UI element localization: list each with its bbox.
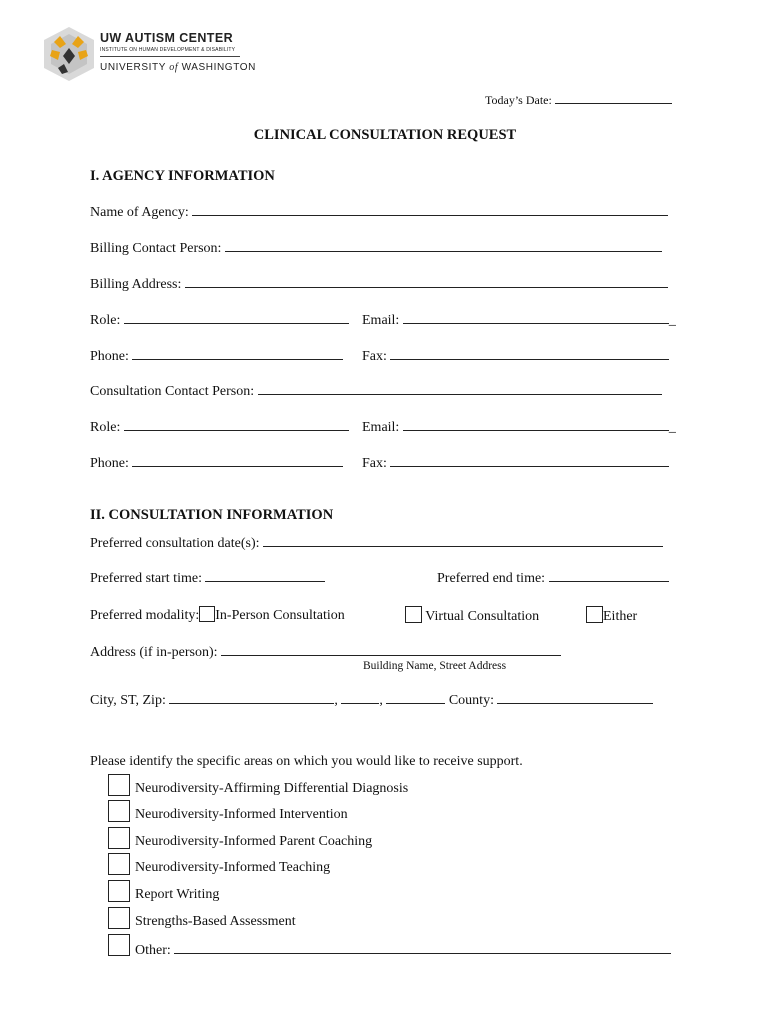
virtual-checkbox[interactable] (405, 606, 422, 623)
support-checkbox-differential-diagnosis[interactable] (108, 774, 130, 796)
end-time-field[interactable] (549, 569, 669, 582)
consult-role-row (90, 418, 349, 436)
support-prompt: Please identify the specific areas on which you would like to receive support. (90, 754, 523, 769)
support-item-differential-diagnosis: Neurodiversity-Affirming Differential Diagnosis (135, 781, 409, 796)
billing-email-tail: _ (668, 313, 676, 328)
city-row (90, 691, 653, 709)
consult-email-field[interactable] (403, 418, 669, 431)
support-other-field[interactable] (174, 941, 671, 954)
logo-divider (100, 56, 240, 57)
consult-fax-label: Fax: (362, 456, 387, 471)
state-field[interactable] (341, 691, 379, 704)
support-checkbox-teaching[interactable] (108, 853, 130, 875)
modality-label: Preferred modality: (90, 608, 200, 623)
todays-date-label: Today’s Date: (485, 93, 552, 107)
support-item-teaching: Neurodiversity-Informed Teaching (135, 860, 331, 875)
support-item-intervention: Neurodiversity-Informed Intervention (135, 807, 348, 822)
consult-dates-label: Preferred consultation date(s): (90, 536, 260, 551)
either-option (586, 606, 637, 625)
zip-field[interactable] (386, 691, 445, 704)
address-label: Address (if in-person): (90, 645, 218, 660)
address-row (90, 643, 561, 661)
consult-role-label: Role: (90, 420, 121, 435)
support-item-report-writing: Report Writing (135, 887, 220, 902)
modality-row (90, 606, 345, 624)
support-item-other: Other: (135, 943, 171, 958)
todays-date-field[interactable] (555, 93, 672, 104)
billing-role-label: Role: (90, 313, 121, 328)
logo-university: UNIVERSITY of WASHINGTON (100, 62, 256, 73)
billing-fax-row (362, 347, 669, 365)
city-label: City, ST, Zip: (90, 693, 166, 708)
address-field[interactable] (221, 643, 561, 656)
consult-email-row (362, 418, 676, 436)
billing-email-label: Email: (362, 313, 400, 328)
agency-name-field[interactable] (192, 203, 668, 216)
start-time-row (90, 569, 325, 587)
section-consultation-heading: II. CONSULTATION INFORMATION (90, 507, 334, 523)
billing-phone-label: Phone: (90, 349, 129, 364)
start-time-label: Preferred start time: (90, 571, 202, 586)
county-field[interactable] (497, 691, 653, 704)
billing-role-row (90, 311, 349, 329)
consult-contact-field[interactable] (258, 382, 662, 395)
support-checkbox-other[interactable] (108, 934, 130, 956)
billing-email-row (362, 311, 676, 329)
support-checkbox-intervention[interactable] (108, 800, 130, 822)
inperson-checkbox[interactable] (199, 606, 215, 622)
city-comma: , (334, 693, 338, 708)
consult-contact-label: Consultation Contact Person: (90, 384, 255, 399)
consult-fax-row (362, 454, 669, 472)
logo-title: UW AUTISM CENTER (100, 31, 234, 45)
state-comma: , (379, 693, 383, 708)
consult-phone-row (90, 454, 343, 472)
billing-address-label: Billing Address: (90, 277, 182, 292)
billing-fax-label: Fax: (362, 349, 387, 364)
either-label: Either (603, 609, 638, 624)
address-hint: Building Name, Street Address (363, 660, 507, 672)
billing-email-field[interactable] (403, 311, 669, 324)
support-checkbox-parent-coaching[interactable] (108, 827, 130, 849)
billing-contact-label: Billing Contact Person: (90, 241, 222, 256)
inperson-label: In-Person Consultation (215, 608, 345, 623)
city-field[interactable] (169, 691, 334, 704)
uw-autism-logo-icon (42, 26, 96, 82)
end-time-row (437, 569, 669, 587)
billing-contact-field[interactable] (225, 239, 662, 252)
consult-phone-label: Phone: (90, 456, 129, 471)
billing-address-row (90, 275, 668, 293)
billing-fax-field[interactable] (390, 347, 669, 360)
billing-role-field[interactable] (124, 311, 349, 324)
virtual-option (405, 606, 539, 625)
logo-subtitle: INSTITUTE ON HUMAN DEVELOPMENT & DISABILITY (100, 47, 236, 53)
start-time-field[interactable] (205, 569, 325, 582)
support-item-strengths-assessment: Strengths-Based Assessment (135, 914, 296, 929)
virtual-label: Virtual Consultation (425, 609, 540, 624)
billing-contact-row (90, 239, 662, 257)
consult-contact-row (90, 382, 662, 400)
consult-dates-field[interactable] (263, 534, 663, 547)
billing-phone-row (90, 347, 343, 365)
either-checkbox[interactable] (586, 606, 603, 623)
support-other-row (135, 941, 671, 959)
form-title: CLINICAL CONSULTATION REQUEST (253, 127, 517, 143)
support-checkbox-report-writing[interactable] (108, 880, 130, 902)
county-label: County: (448, 693, 494, 708)
support-checkbox-strengths-assessment[interactable] (108, 907, 130, 929)
section-agency-heading: I. AGENCY INFORMATION (90, 168, 275, 184)
consult-dates-row (90, 534, 663, 552)
agency-name-row (90, 203, 668, 221)
support-item-parent-coaching: Neurodiversity-Informed Parent Coaching (135, 834, 373, 849)
todays-date-row (485, 93, 672, 108)
consult-email-label: Email: (362, 420, 400, 435)
end-time-label: Preferred end time: (437, 571, 546, 586)
billing-phone-field[interactable] (132, 347, 343, 360)
billing-address-field[interactable] (185, 275, 668, 288)
agency-name-label: Name of Agency: (90, 205, 189, 220)
consult-fax-field[interactable] (390, 454, 669, 467)
consult-phone-field[interactable] (132, 454, 343, 467)
consult-role-field[interactable] (124, 418, 349, 431)
consult-email-tail: _ (668, 420, 676, 435)
